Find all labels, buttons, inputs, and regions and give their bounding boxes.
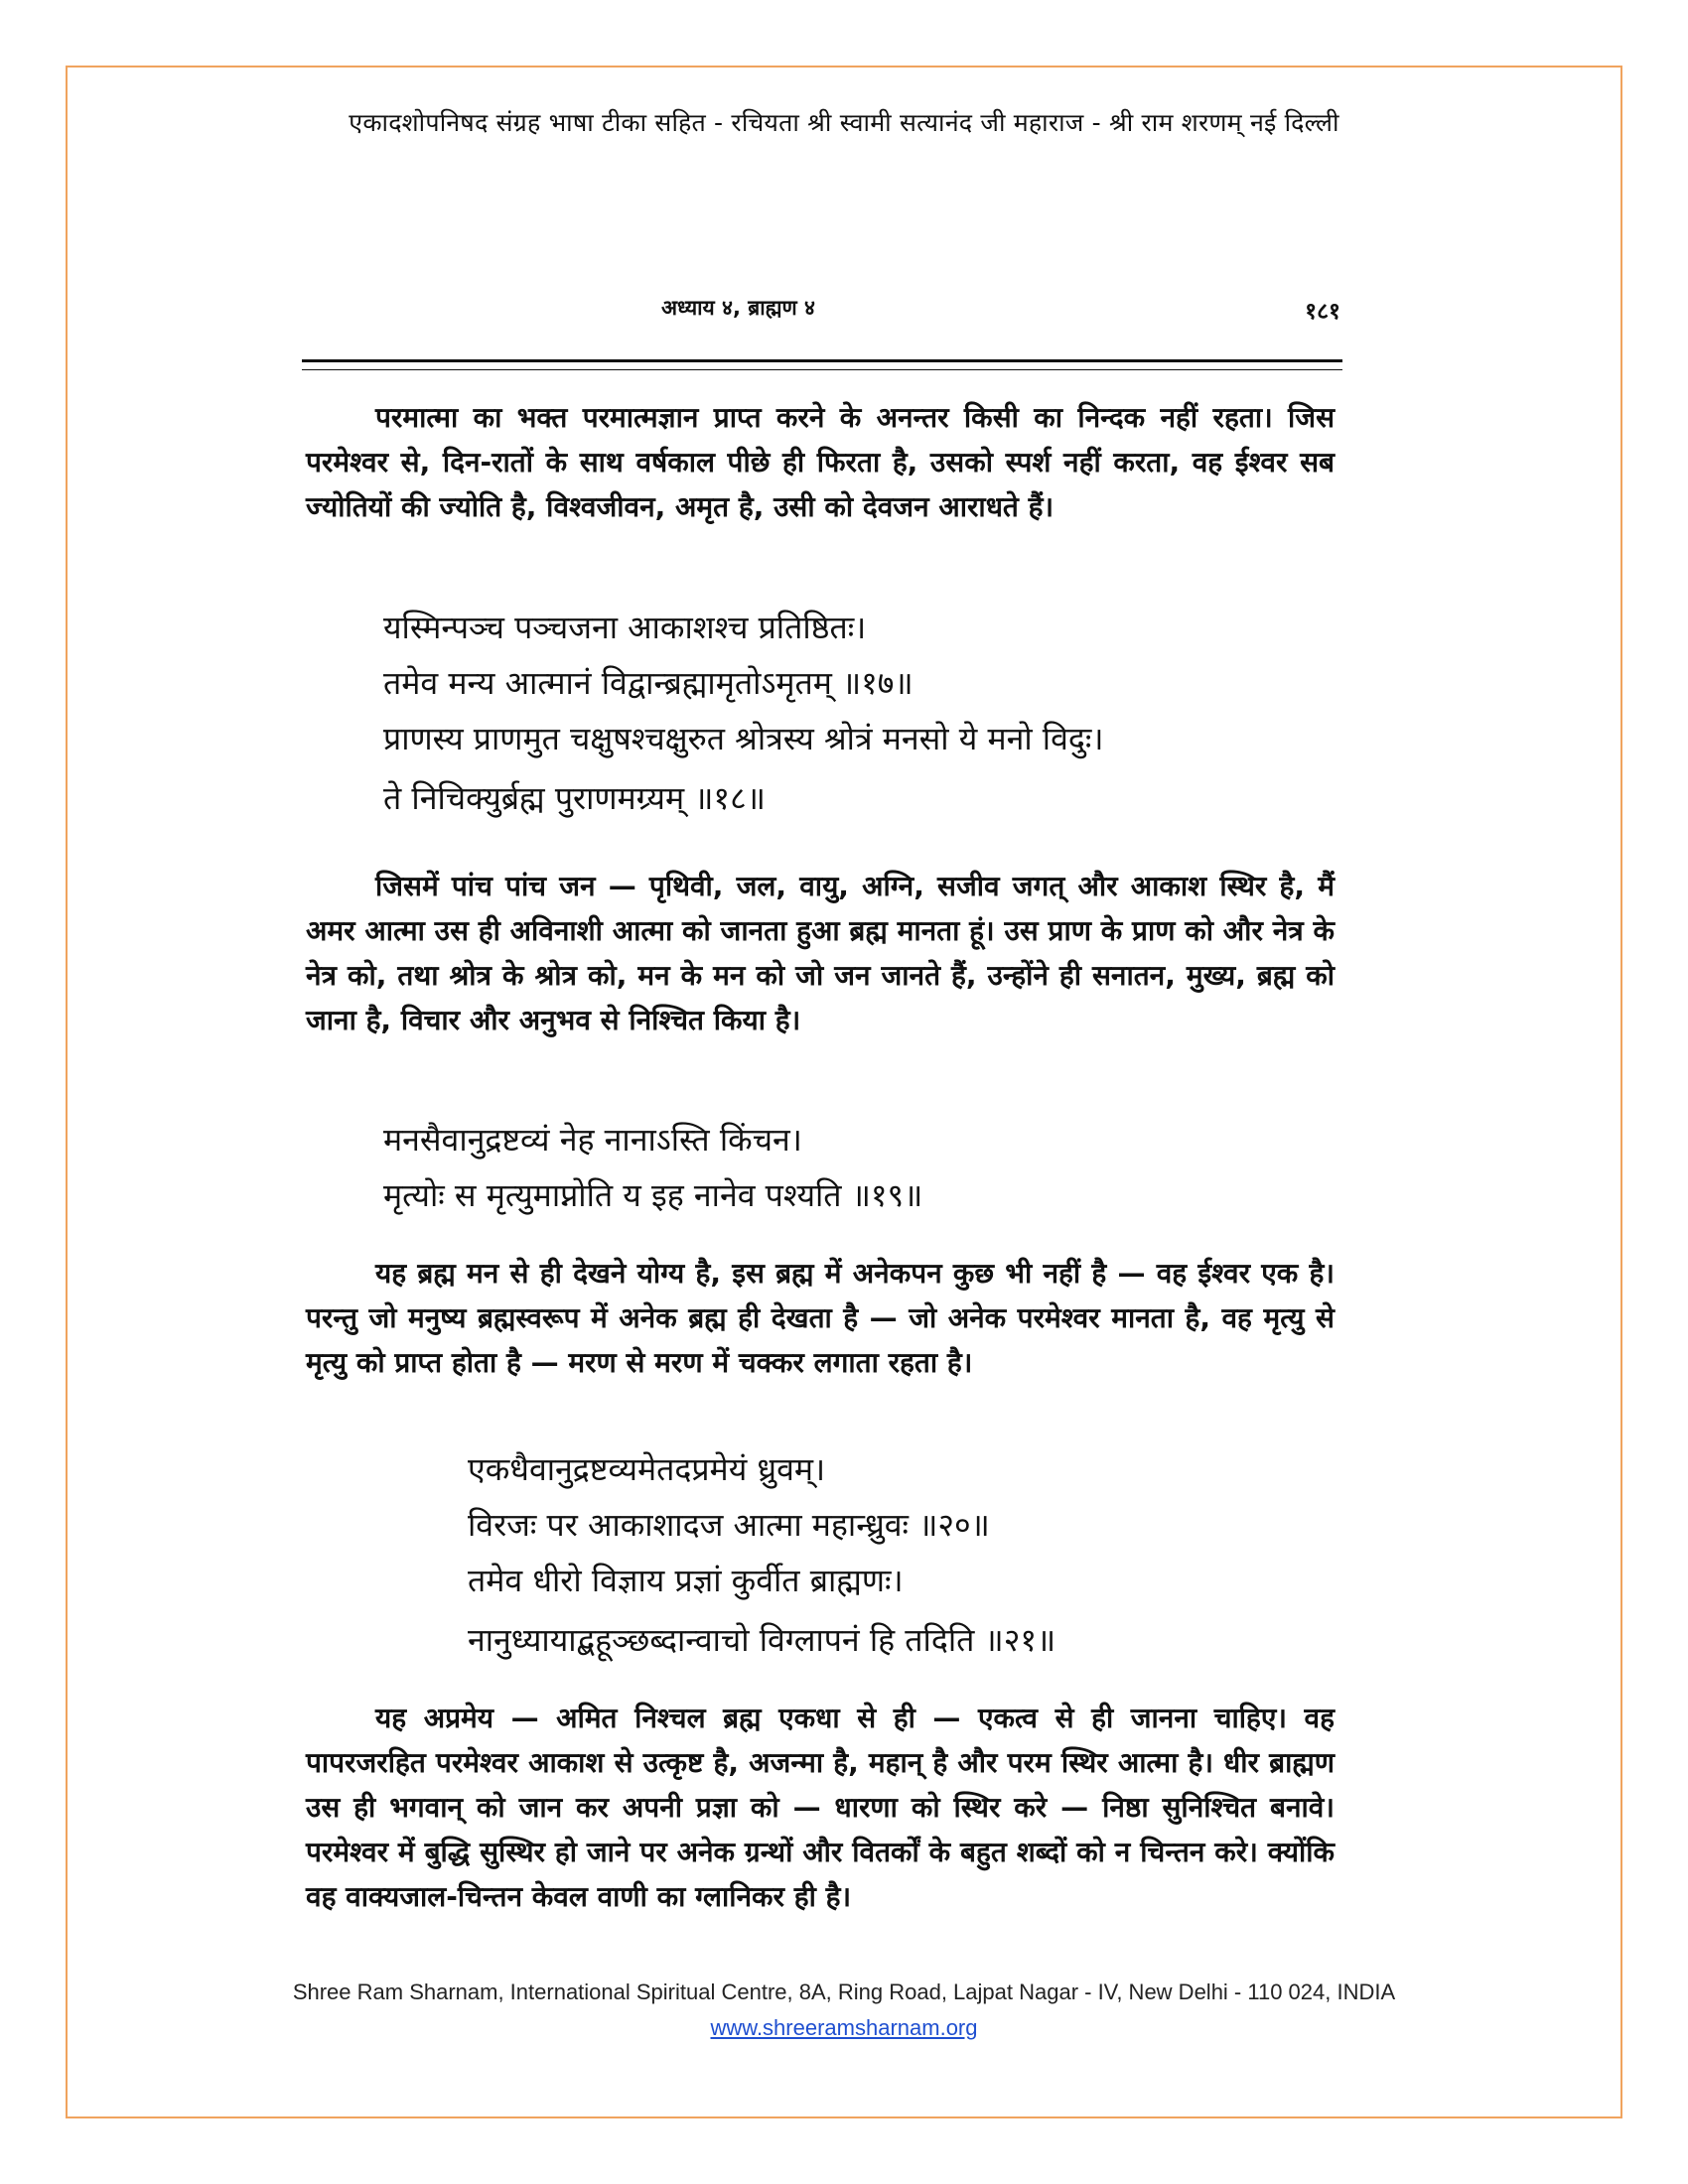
sanskrit-verse-line: प्राणस्य प्राणमुत चक्षुषश्चक्षुरुत श्रोत्रस्य श्रोत्रं मनसो ये मनो विदुः। <box>383 720 1104 757</box>
website-link[interactable]: www.shreeramsharnam.org <box>710 2015 978 2040</box>
header-rule-thick <box>302 359 1342 362</box>
footer-address: Shree Ram Sharnam, International Spiritual Centre, 8A, Ring Road, Lajpat Nagar - IV, New Delhi - 110 024, INDIA <box>292 1979 1396 2004</box>
scanned-book-page <box>294 278 1350 1966</box>
commentary-paragraph: जिसमें पांच पांच जन — पृथिवी, जल, वायु, अग्नि, सजीव जगत् और आकाश स्थिर है, मैं अमर आत्मा उस ही अविनाशी आत्मा को जानता हुआ ब्रह्म मानता हूं। उस प्राण के प्राण को और नेत्र के नेत्र को, तथा श्रोत्र के श्रोत्र को, मन के मन को जो जन जानते हैं, उन्होंने ही सनातन, मुख्य, ब्रह्म को जाना है, विचार और अनुभव से निश्चित किया है। <box>306 870 1335 1036</box>
sanskrit-verse-line: नानुध्यायाद्बहूञ्छब्दान्वाचो विग्लापनं हि तदिति ॥२१॥ <box>468 1621 1056 1659</box>
sanskrit-verse-line: ते निचिक्युर्ब्रह्म पुराणमग्र्यम् ॥१८॥ <box>383 779 766 817</box>
running-head <box>294 294 1350 334</box>
sanskrit-verse-line: तमेव धीरो विज्ञाय प्रज्ञां कुर्वीत ब्राह्मणः। <box>468 1562 904 1599</box>
sanskrit-verse-line: यस्मिन्पञ्च पञ्चजना आकाशश्च प्रतिष्ठितः। <box>383 609 867 646</box>
commentary-paragraph: यह ब्रह्म मन से ही देखने योग्य है, इस ब्रह्म में अनेकपन कुछ भी नहीं है — वह ईश्वर एक है। परन्तु जो मनुष्य ब्रह्मस्वरूप में अनेक ब्रह्म ही देखता है — जो अनेक परमेश्वर मानता है, वह मृत्यु से मृत्यु को प्राप्त होता है — मरण से मरण में चक्कर लगाता रहता है। <box>306 1257 1335 1379</box>
document-header: एकादशोपनिषद संग्रह भाषा टीका सहित - रचियता श्री स्वामी सत्यानंद जी महाराज - श्री राम शरणम् नई दिल्ली <box>349 108 1339 137</box>
sanskrit-verse-line: एकधैवानुद्रष्टव्यमेतदप्रमेयं ध्रुवम्। <box>468 1450 826 1488</box>
footer-website <box>0 2015 1688 2041</box>
page-number: १८१ <box>1305 299 1340 325</box>
chapter-title: अध्याय ४, ब्राह्मण ४ <box>661 296 815 320</box>
sanskrit-verse-line: तमेव मन्य आत्मानं विद्वान्ब्रह्मामृतोऽमृतम् ॥१७॥ <box>383 664 914 702</box>
sanskrit-verse-line: मनसैवानुद्रष्टव्यं नेह नानाऽस्ति किंचन। <box>383 1121 802 1159</box>
commentary-paragraph: परमात्मा का भक्त परमात्मज्ञान प्राप्त करने के अनन्तर किसी का निन्दक नहीं रहता। जिस परमेश्वर से, दिन-रातों के साथ वर्षकाल पीछे ही फिरता है, उसको स्पर्श नहीं करता, वह ईश्वर सब ज्योतियों की ज्योति है, विश्वजीवन, अमृत है, उसी को देवजन आराधते हैं। <box>306 401 1335 523</box>
sanskrit-verse-line: मृत्योः स मृत्युमाप्नोति य इह नानेव पश्यति ॥१९॥ <box>383 1176 923 1214</box>
commentary-paragraph: यह अप्रमेय — अमित निश्चल ब्रह्म एकधा से ही — एकत्व से ही जानना चाहिए। वह पापरजरहित परमेश्वर आकाश से उत्कृष्ट है, अजन्मा है, महान् है और परम स्थिर आत्मा है। धीर ब्राह्मण उस ही भगवान् को जान कर अपनी प्रज्ञा को — धारणा को स्थिर करे — निष्ठा सुनिश्चित बनावे। परमेश्वर में बुद्धि सुस्थिर हो जाने पर अनेक ग्रन्थों और वितर्कों के बहुत शब्दों को न चिन्तन करे। क्योंकि वह वाक्यजाल-चिन्तन केवल वाणी का ग्लानिकर ही है। <box>306 1702 1335 1913</box>
sanskrit-verse-line: विरजः पर आकाशादज आत्मा महान्ध्रुवः ॥२०॥ <box>468 1506 990 1544</box>
header-rule-thin <box>302 369 1342 370</box>
